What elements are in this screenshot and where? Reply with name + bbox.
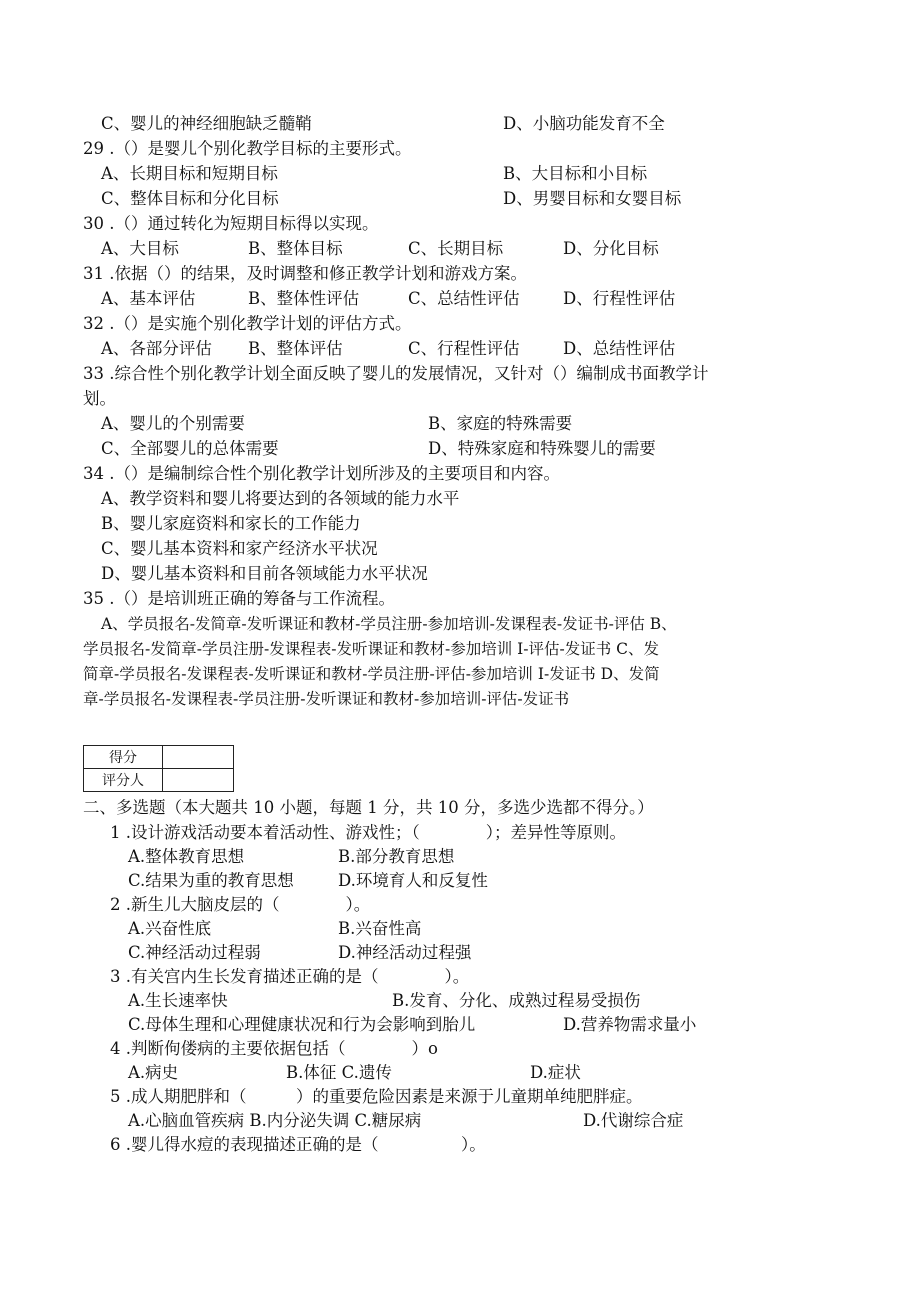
q32-stem: 32 .（）是实施个别化教学计划的评估方式。 — [83, 314, 412, 333]
score-value-cell[interactable] — [163, 746, 234, 769]
q34-option-c: C、婴儿基本资料和家产经济水平状况 — [101, 539, 378, 558]
grader-value-cell[interactable] — [163, 769, 234, 792]
q35-stem: 35 .（）是培训班正确的筹备与工作流程。 — [83, 589, 395, 608]
q33-option-c: C、全部婴儿的总体需要 — [101, 439, 279, 458]
q31-option-c: C、总结性评估 — [408, 289, 520, 308]
grader-row — [84, 769, 234, 792]
m4-stem: 4 .判断佝偻病的主要依据包括（ ）o — [110, 1039, 438, 1058]
q35-options-line-4: 章-学员报名-发课程表-学员注册-发听课证和教材-参加培训-评估-发证书 — [83, 690, 570, 708]
m4-option-bc: B.体征 C.遗传 — [286, 1063, 392, 1082]
m2-option-a: A.兴奋性底 — [128, 919, 212, 938]
q35-options-line-3: 简章-学员报名-发课程表-发听课证和教材-学员注册-评估-参加培训 I-发证书 D、发简 — [83, 665, 660, 683]
m2-option-d: D.神经活动过程强 — [338, 943, 472, 962]
q31-option-a: A、基本评估 — [101, 289, 196, 308]
m1-option-a: A.整体教育思想 — [128, 847, 245, 866]
m1-option-b: B.部分教育思想 — [338, 847, 455, 866]
q33-stem-line-1: 33 .综合性个别化教学计划全面反映了婴儿的发展情况，又针对（）编制成书面教学计 — [83, 364, 709, 383]
q33-stem-line-2: 划。 — [83, 389, 116, 408]
q33-option-b: B、家庭的特殊需要 — [428, 414, 573, 433]
q28-option-d: D、小脑功能发育不全 — [503, 114, 665, 133]
score-label: 得分 — [84, 746, 163, 769]
m3-stem: 3 .有关宫内生长发育描述正确的是（ ）。 — [110, 967, 470, 986]
score-row — [84, 746, 234, 769]
score-table — [83, 745, 234, 792]
m2-option-c: C.神经活动过程弱 — [128, 943, 261, 962]
m1-stem: 1 .设计游戏活动要本着活动性、游戏性；（ ）；差异性等原则。 — [110, 823, 626, 842]
q29-option-c: C、整体目标和分化目标 — [101, 189, 279, 208]
m2-stem: 2 .新生儿大脑皮层的（ ）。 — [110, 895, 371, 914]
m3-option-d: D.营养物需求量小 — [563, 1015, 697, 1034]
q35-options-line-2: 学员报名-发简章-学员注册-发课程表-发听课证和教材-参加培训 I-评估-发证书 C、发 — [83, 640, 660, 658]
m5-stem: 5 .成人期肥胖和（ ）的重要危险因素是来源于儿童期单纯肥胖症。 — [110, 1087, 643, 1106]
q33-option-a: A、婴儿的个别需要 — [101, 414, 245, 433]
m5-option-d: D.代谢综合症 — [583, 1111, 684, 1130]
m3-option-c: C.母体生理和心理健康状况和行为会影响到胎儿 — [128, 1015, 476, 1034]
m4-option-a: A.病史 — [128, 1063, 179, 1082]
q34-option-a: A、教学资料和婴儿将要达到的各领域的能力水平 — [101, 489, 460, 508]
m3-option-b: B.发育、分化、成熟过程易受损伤 — [392, 991, 641, 1010]
q34-option-b: B、婴儿家庭资料和家长的工作能力 — [101, 514, 361, 533]
q30-option-c: C、长期目标 — [408, 239, 504, 258]
grader-label: 评分人 — [84, 769, 163, 792]
q28-option-c: C、婴儿的神经细胞缺乏髓鞘 — [101, 114, 312, 133]
m3-option-a: A.生长速率快 — [128, 991, 228, 1010]
m1-option-d: D.环境育人和反复性 — [338, 871, 488, 890]
q32-option-b: B、整体评估 — [248, 339, 343, 358]
q30-option-b: B、整体目标 — [248, 239, 343, 258]
q29-option-d: D、男婴目标和女婴目标 — [503, 189, 682, 208]
q31-stem: 31 .依据（）的结果，及时调整和修正教学计划和游戏方案。 — [83, 264, 527, 283]
q35-options-line-1: A、学员报名-发简章-发听课证和教材-学员注册-参加培训-发课程表-发证书-评估 B、 — [101, 615, 677, 633]
m2-option-b: B.兴奋性高 — [338, 919, 422, 938]
q30-option-a: A、大目标 — [101, 239, 179, 258]
q29-option-b: B、大目标和小目标 — [503, 164, 648, 183]
q31-option-d: D、行程性评估 — [563, 289, 676, 308]
q31-option-b: B、整体性评估 — [248, 289, 360, 308]
m1-option-c: C.结果为重的教育思想 — [128, 871, 294, 890]
section-2-header: 二、多选题（本大题共 10 小题，每题 1 分，共 10 分，多选少选都不得分。） — [83, 798, 654, 817]
q32-option-c: C、行程性评估 — [408, 339, 520, 358]
q30-option-d: D、分化目标 — [563, 239, 659, 258]
q29-stem: 29 .（）是婴儿个别化教学目标的主要形式。 — [83, 139, 412, 158]
m5-option-abc: A.心脑血管疾病 B.内分泌失调 C.糖尿病 — [128, 1111, 422, 1130]
q30-stem: 30 .（）通过转化为短期目标得以实现。 — [83, 214, 379, 233]
q29-option-a: A、长期目标和短期目标 — [101, 164, 278, 183]
q34-option-d: D、婴儿基本资料和目前各领域能力水平状况 — [101, 564, 428, 583]
m4-option-d: D.症状 — [530, 1063, 581, 1082]
m6-stem: 6 .婴儿得水痘的表现描述正确的是（ ）。 — [110, 1135, 486, 1154]
q34-stem: 34 .（）是编制综合性个别化教学计划所涉及的主要项目和内容。 — [83, 464, 560, 483]
q33-option-d: D、特殊家庭和特殊婴儿的需要 — [428, 439, 656, 458]
q32-option-d: D、总结性评估 — [563, 339, 676, 358]
q32-option-a: A、各部分评估 — [101, 339, 212, 358]
